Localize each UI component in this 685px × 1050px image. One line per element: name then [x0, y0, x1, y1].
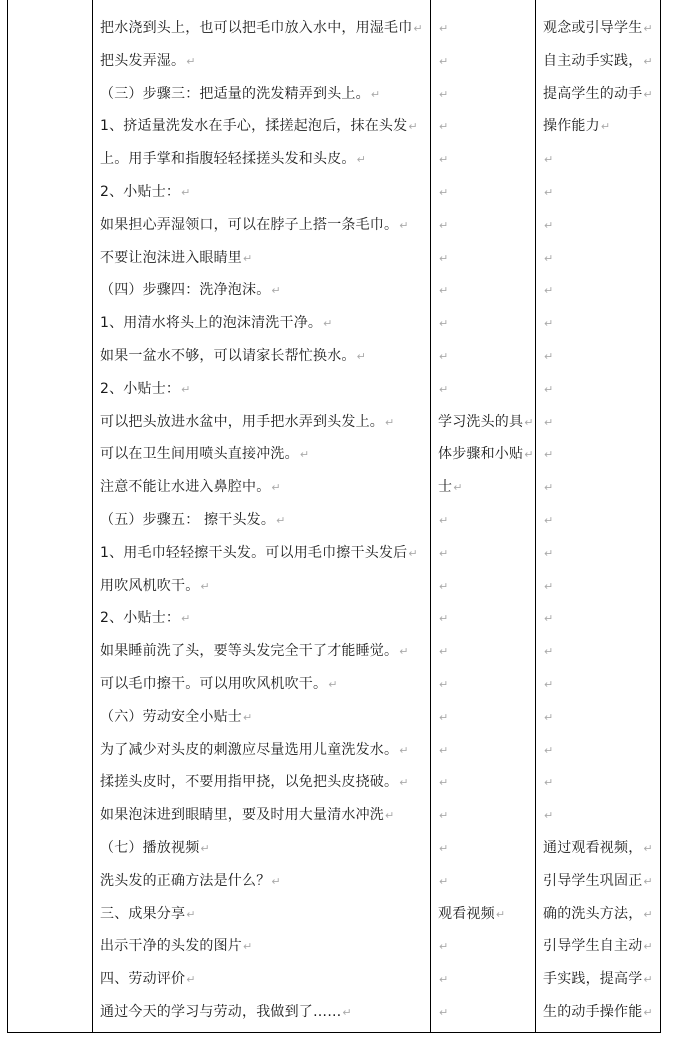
paragraph-mark-icon: ↵	[439, 1005, 449, 1019]
column1-line	[100, 209, 430, 242]
paragraph-mark-icon: ↵	[439, 120, 449, 134]
paragraph-mark-icon: ↵	[299, 448, 310, 462]
paragraph-mark-icon: ↵	[439, 54, 449, 68]
line-text: 1、挤适量洗发水在手心，揉搓起泡后，抹在头发	[100, 118, 408, 135]
paragraph-mark-icon: ↵	[200, 579, 210, 593]
paragraph-mark-icon: ↵	[399, 776, 409, 790]
paragraph-mark-icon: ↵	[643, 973, 653, 987]
paragraph-mark-icon: ↵	[439, 22, 449, 35]
column1-line	[100, 963, 430, 996]
column2-line	[438, 143, 533, 176]
column1-line	[100, 274, 430, 307]
paragraph-mark-icon: ↵	[643, 22, 653, 35]
column2-line	[438, 45, 533, 78]
line-text: 三、成果分享	[100, 905, 186, 922]
paragraph-mark-icon: ↵	[544, 677, 554, 691]
paragraph-mark-icon: ↵	[544, 710, 554, 724]
column3-line	[543, 504, 658, 537]
paragraph-mark-icon: ↵	[200, 841, 210, 855]
paragraph-mark-icon: ↵	[356, 349, 367, 363]
column3-line	[543, 110, 658, 143]
paragraph-mark-icon: ↵	[181, 185, 191, 199]
column1-line	[100, 110, 430, 143]
line-text: 2、小贴士：	[100, 183, 181, 200]
line-text: 揉搓头皮时，不要用指甲挠，以免把头皮挠破。	[100, 774, 399, 791]
line-text: 手实践，提高学	[543, 971, 643, 988]
line-text: 生的动手操作能	[543, 1003, 643, 1020]
line-text: 引导学生巩固正	[543, 872, 643, 889]
column3-line	[543, 570, 658, 603]
paragraph-mark-icon: ↵	[276, 513, 286, 527]
paragraph-mark-icon: ↵	[439, 185, 449, 199]
paragraph-mark-icon: ↵	[439, 317, 449, 331]
paragraph-mark-icon: ↵	[643, 1005, 653, 1019]
paragraph-mark-icon: ↵	[408, 120, 418, 134]
column2-line	[438, 471, 533, 504]
line-text: 1、用清水将头上的泡沫清洗干净。	[100, 315, 323, 332]
paragraph-mark-icon: ↵	[356, 153, 367, 167]
column3-line	[543, 668, 658, 701]
paragraph-mark-icon: ↵	[544, 349, 554, 363]
paragraph-mark-icon: ↵	[544, 218, 554, 232]
column2-line	[438, 930, 533, 963]
column3-line	[543, 537, 658, 570]
paragraph-mark-icon: ↵	[439, 743, 449, 757]
line-text: 可以在卫生间用喷头直接冲洗。	[100, 446, 299, 463]
paragraph-mark-icon: ↵	[439, 776, 449, 790]
paragraph-mark-icon: ↵	[385, 809, 395, 823]
paragraph-mark-icon: ↵	[544, 185, 554, 199]
paragraph-mark-icon: ↵	[544, 481, 554, 495]
column1-line	[100, 406, 430, 439]
column1-line	[100, 832, 430, 865]
column1-line	[100, 45, 430, 78]
column2-line	[438, 307, 533, 340]
column2-line	[438, 635, 533, 668]
column3-line	[543, 865, 658, 898]
paragraph-mark-icon: ↵	[524, 448, 534, 462]
line-text: 如果担心弄湿领口，可以在脖子上搭一条毛巾。	[100, 216, 399, 233]
paragraph-mark-icon: ↵	[181, 382, 191, 396]
line-text: （七）播放视频	[100, 839, 200, 856]
paragraph-mark-icon: ↵	[186, 54, 196, 68]
paragraph-mark-icon: ↵	[439, 87, 449, 101]
paragraph-mark-icon: ↵	[186, 907, 196, 921]
line-text: 观看视频	[438, 905, 495, 922]
paragraph-mark-icon: ↵	[439, 874, 449, 888]
column2-line	[438, 340, 533, 373]
paragraph-mark-icon: ↵	[439, 513, 449, 527]
paragraph-mark-icon: ↵	[439, 973, 449, 987]
paragraph-mark-icon: ↵	[544, 579, 554, 593]
column1-line	[100, 635, 430, 668]
student-activity-column	[438, 12, 533, 1029]
column1-line	[100, 898, 430, 931]
paragraph-mark-icon: ↵	[243, 710, 253, 724]
paragraph-mark-icon: ↵	[544, 382, 554, 396]
column1-line	[100, 471, 430, 504]
paragraph-mark-icon: ↵	[385, 415, 395, 429]
line-text: 把头发弄湿。	[100, 52, 186, 69]
column1-line	[100, 799, 430, 832]
paragraph-mark-icon: ↵	[181, 612, 191, 626]
paragraph-mark-icon: ↵	[544, 513, 554, 527]
line-text: （四）步骤四：洗净泡沫。	[100, 282, 271, 299]
column1-line	[100, 734, 430, 767]
table-border-bottom	[7, 1032, 661, 1033]
column2-line	[438, 570, 533, 603]
paragraph-mark-icon: ↵	[643, 841, 653, 855]
paragraph-mark-icon: ↵	[439, 677, 449, 691]
paragraph-mark-icon: ↵	[439, 940, 449, 954]
column3-line	[543, 340, 658, 373]
column1-line	[100, 12, 430, 45]
line-text: 2、小贴士：	[100, 380, 181, 397]
column3-line	[543, 373, 658, 406]
paragraph-mark-icon: ↵	[643, 54, 653, 68]
paragraph-mark-icon: ↵	[439, 645, 449, 659]
paragraph-mark-icon: ↵	[439, 612, 449, 626]
paragraph-mark-icon: ↵	[323, 317, 333, 331]
column3-line	[543, 176, 658, 209]
column1-line	[100, 438, 430, 471]
paragraph-mark-icon: ↵	[399, 743, 409, 757]
column3-line	[543, 143, 658, 176]
paragraph-mark-icon: ↵	[399, 218, 409, 232]
paragraph-mark-icon: ↵	[524, 415, 534, 429]
line-text: 体步骤和小贴	[438, 446, 524, 463]
line-text: 自主动手实践，	[543, 52, 643, 69]
paragraph-mark-icon: ↵	[342, 1005, 352, 1019]
column3-line	[543, 832, 658, 865]
column1-line	[100, 996, 430, 1029]
paragraph-mark-icon: ↵	[439, 710, 449, 724]
paragraph-mark-icon: ↵	[271, 874, 281, 888]
column3-line	[543, 799, 658, 832]
paragraph-mark-icon: ↵	[544, 284, 554, 298]
column1-line	[100, 865, 430, 898]
paragraph-mark-icon: ↵	[328, 677, 338, 691]
column3-line	[543, 242, 658, 275]
paragraph-mark-icon: ↵	[643, 907, 653, 921]
line-text: 如果睡前洗了头，要等头发完全干了才能睡觉。	[100, 643, 399, 660]
paragraph-mark-icon: ↵	[544, 809, 554, 823]
column2-line	[438, 209, 533, 242]
paragraph-mark-icon: ↵	[544, 612, 554, 626]
line-text: 确的洗头方法，	[543, 905, 643, 922]
column3-line	[543, 930, 658, 963]
line-text: 1、用毛巾轻轻擦干头发。可以用毛巾擦干头发后	[100, 544, 408, 561]
column2-line	[438, 12, 533, 45]
table-divider-1	[92, 0, 93, 1033]
table-divider-2	[430, 0, 431, 1033]
line-text: （五）步骤五： 擦干头发。	[100, 511, 276, 528]
column2-line	[438, 176, 533, 209]
column2-line	[438, 373, 533, 406]
line-text: 学习洗头的具	[438, 413, 524, 430]
column3-line	[543, 406, 658, 439]
column2-line	[438, 504, 533, 537]
column3-line	[543, 701, 658, 734]
column3-line	[543, 996, 658, 1029]
line-text: 注意不能让水进入鼻腔中。	[100, 479, 271, 496]
column2-line	[438, 78, 533, 111]
column1-line	[100, 668, 430, 701]
column2-line	[438, 766, 533, 799]
column1-line	[100, 307, 430, 340]
paragraph-mark-icon: ↵	[643, 940, 653, 954]
line-text: 引导学生自主动	[543, 938, 643, 955]
column2-line	[438, 242, 533, 275]
column2-line	[438, 668, 533, 701]
column2-line	[438, 865, 533, 898]
column2-line	[438, 274, 533, 307]
paragraph-mark-icon: ↵	[413, 22, 423, 35]
column1-line	[100, 701, 430, 734]
paragraph-mark-icon: ↵	[271, 481, 281, 495]
column3-line	[543, 471, 658, 504]
paragraph-mark-icon: ↵	[439, 809, 449, 823]
paragraph-mark-icon: ↵	[439, 546, 449, 560]
column2-line	[438, 996, 533, 1029]
column3-line	[543, 898, 658, 931]
line-text: 不要让泡沫进入眼睛里	[100, 249, 242, 266]
table-border-left	[7, 0, 8, 1033]
column3-line	[543, 274, 658, 307]
column3-line	[543, 307, 658, 340]
paragraph-mark-icon: ↵	[544, 546, 554, 560]
paragraph-mark-icon: ↵	[439, 153, 449, 167]
paragraph-mark-icon: ↵	[544, 415, 554, 429]
paragraph-mark-icon: ↵	[186, 973, 196, 987]
paragraph-mark-icon: ↵	[439, 349, 449, 363]
paragraph-mark-icon: ↵	[544, 645, 554, 659]
column1-line	[100, 930, 430, 963]
design-intent-column	[543, 12, 658, 1029]
paragraph-mark-icon: ↵	[399, 645, 409, 659]
column1-line	[100, 78, 430, 111]
paragraph-mark-icon: ↵	[495, 907, 506, 921]
paragraph-mark-icon: ↵	[439, 218, 449, 232]
column3-line	[543, 734, 658, 767]
paragraph-mark-icon: ↵	[600, 120, 611, 134]
column3-line	[543, 766, 658, 799]
line-text: 士	[438, 479, 453, 496]
column2-line	[438, 110, 533, 143]
paragraph-mark-icon: ↵	[643, 87, 653, 101]
table-divider-3	[535, 0, 536, 1033]
paragraph-mark-icon: ↵	[453, 481, 463, 495]
line-text: （三）步骤三：把适量的洗发精弄到头上。	[100, 85, 370, 102]
paragraph-mark-icon: ↵	[439, 284, 449, 298]
column3-line	[543, 602, 658, 635]
column1-line	[100, 242, 430, 275]
column3-line	[543, 78, 658, 111]
column2-line	[438, 537, 533, 570]
line-text: 通过今天的学习与劳动，我做到了……	[100, 1003, 342, 1020]
column1-line	[100, 176, 430, 209]
line-text: 把水浇到头上，也可以把毛巾放入水中，用湿毛巾	[100, 20, 413, 36]
line-text: 操作能力	[543, 118, 600, 135]
paragraph-mark-icon: ↵	[544, 153, 554, 167]
column2-line	[438, 734, 533, 767]
paragraph-mark-icon: ↵	[544, 743, 554, 757]
paragraph-mark-icon: ↵	[544, 448, 554, 462]
column3-line	[543, 438, 658, 471]
line-text: 提高学生的动手	[543, 85, 643, 102]
column1-line	[100, 570, 430, 603]
line-text: 出示干净的头发的图片	[100, 938, 242, 955]
teaching-content-column	[100, 12, 430, 1029]
column2-line	[438, 438, 533, 471]
paragraph-mark-icon: ↵	[544, 317, 554, 331]
column2-line	[438, 832, 533, 865]
paragraph-mark-icon: ↵	[243, 251, 253, 265]
line-text: 如果一盆水不够，可以请家长帮忙换水。	[100, 347, 356, 364]
paragraph-mark-icon: ↵	[370, 87, 381, 101]
column2-line	[438, 963, 533, 996]
column1-line	[100, 537, 430, 570]
column2-line	[438, 799, 533, 832]
table-border-right	[660, 0, 661, 1033]
line-text: 四、劳动评价	[100, 971, 186, 988]
column3-line	[543, 635, 658, 668]
line-text: 通过观看视频，	[543, 839, 643, 856]
line-text: 洗头发的正确方法是什么？	[100, 872, 271, 889]
column1-line	[100, 766, 430, 799]
line-text: 如果泡沫进到眼睛里，要及时用大量清水冲洗	[100, 807, 384, 824]
column2-line	[438, 602, 533, 635]
column1-line	[100, 373, 430, 406]
line-text: 上。用手掌和指腹轻轻揉搓头发和头皮。	[100, 151, 356, 168]
column2-line	[438, 406, 533, 439]
paragraph-mark-icon: ↵	[439, 382, 449, 396]
paragraph-mark-icon: ↵	[439, 251, 449, 265]
paragraph-mark-icon: ↵	[408, 546, 418, 560]
paragraph-mark-icon: ↵	[243, 940, 253, 954]
column3-line	[543, 209, 658, 242]
line-text: 可以毛巾擦干。可以用吹风机吹干。	[100, 675, 328, 692]
paragraph-mark-icon: ↵	[544, 776, 554, 790]
paragraph-mark-icon: ↵	[643, 874, 653, 888]
paragraph-mark-icon: ↵	[544, 251, 554, 265]
paragraph-mark-icon: ↵	[439, 841, 449, 855]
column2-line	[438, 701, 533, 734]
line-text: 可以把头放进水盆中，用手把水弄到头发上。	[100, 413, 384, 430]
paragraph-mark-icon: ↵	[271, 284, 281, 298]
column3-line	[543, 12, 658, 45]
line-text: 为了减少对头皮的刺激应尽量选用儿童洗发水。	[100, 741, 399, 758]
column3-line	[543, 963, 658, 996]
paragraph-mark-icon: ↵	[439, 579, 449, 593]
column1-line	[100, 143, 430, 176]
column1-line	[100, 602, 430, 635]
column1-line	[100, 340, 430, 373]
line-text: 2、小贴士：	[100, 610, 181, 627]
line-text: 观念或引导学生	[543, 20, 643, 36]
column1-line	[100, 504, 430, 537]
column2-line	[438, 898, 533, 931]
line-text: （六）劳动安全小贴士	[100, 708, 242, 725]
column3-line	[543, 45, 658, 78]
line-text: 用吹风机吹干。	[100, 577, 200, 594]
